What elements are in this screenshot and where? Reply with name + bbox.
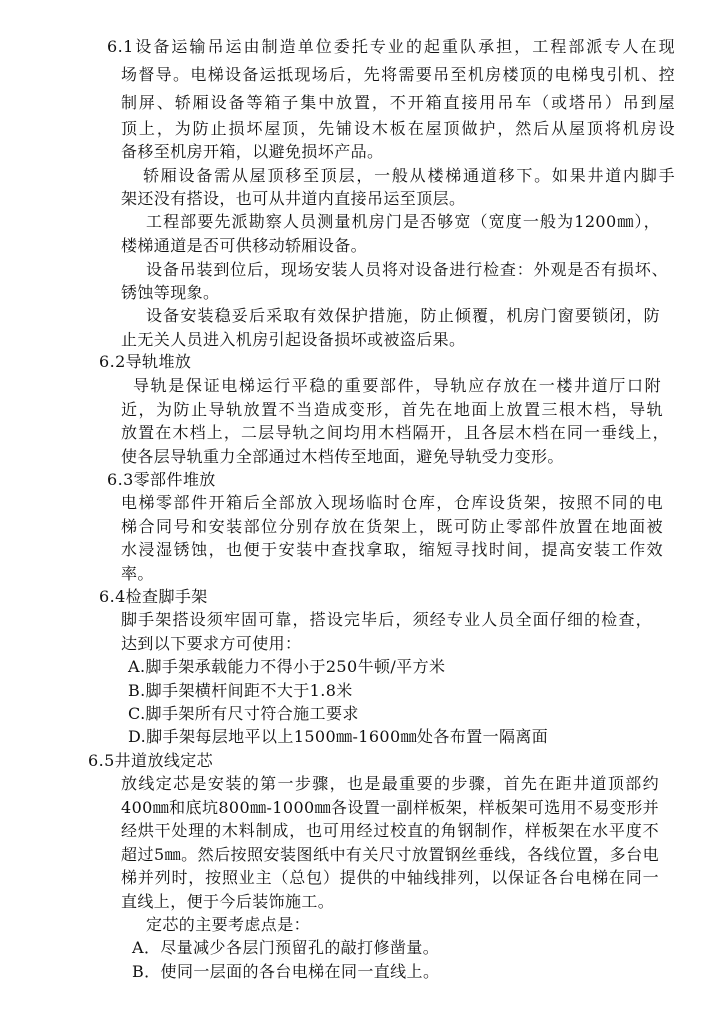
heading-6-2: 6.2导轨堆放 [99,352,192,371]
para-protection-line-2: 止无关人员进入机房引起设备损坏或被盗后果。 [121,330,466,349]
para-6-5-line-6: 直线上，便于今后装饰施工。 [121,892,335,911]
para-6-5-line-2: 400㎜和底坑800㎜-1000㎜各设置一副样板架，样板架可选用不易变形并 [121,798,660,817]
list-item-6-4-d: D.脚手架每层地平以上1500㎜-1600㎜处各布置一隔离面 [128,727,549,746]
para-core-points-intro: 定芯的主要考虑点是： [146,915,311,934]
para-engineering-line-2: 楼梯通道是否可供移动轿厢设备。 [121,236,368,255]
para-6-1-line-4: 顶上，为防止损坏屋顶，先铺设木板在屋顶做护，然后从屋顶将机房设 [121,119,675,138]
para-6-5-line-4: 超过5㎜。然后按照安装图纸中有关尺寸放置钢丝垂线，各线位置，多台电 [121,845,659,864]
para-engineering-line-1: 工程部要先派勘察人员测量机房门是否够宽（宽度一般为1200㎜）， [146,212,660,231]
para-6-5-line-3: 经烘干处理的木料制成，也可用经过校直的角钢制作，样板架在水平度不 [121,821,659,840]
para-6-3-line-2: 梯合同号和安装部位分别存放在货架上，既可防止零部件放置在地面被 [121,517,663,536]
heading-6-4: 6.4检查脚手架 [99,587,208,606]
para-6-5-line-5: 梯并列时，按照业主（总包）提供的中轴线排列，以保证各台电梯在同一 [121,868,659,887]
para-inspection-line-2: 锈蚀等现象。 [121,283,220,302]
para-6-1-line-5: 备移至机房开箱，以避免损坏产品。 [121,142,384,161]
para-6-1-line-3: 制屏、轿厢设备等箱子集中放置，不开箱直接用吊车（或塔吊）吊到屋 [121,93,675,112]
para-6-1-line-2: 场督导。电梯设备运抵现场后，先将需要吊至机房楼顶的电梯曳引机、控 [121,65,675,84]
para-6-3-line-4: 率。 [121,564,154,583]
para-6-3-line-3: 水浸湿锈蚀，也便于安装中查找拿取，缩短寻找时间，提高安装工作效 [121,540,663,559]
para-6-1-line-1: 6.1设备运输吊运由制造单位委托专业的起重队承担，工程部派专人在现 [107,37,675,56]
para-6-2-line-1: 导轨是保证电梯运行平稳的重要部件，导轨应存放在一楼井道厅口附 [133,376,661,395]
para-6-2-line-4: 使各层导轨重力全部通过木档传至地面，避免导轨受力变形。 [121,447,564,466]
list-item-6-4-a: A.脚手架承载能力不得小于250牛顿/平方米 [128,657,446,676]
list-item-6-5-b: B．使同一层面的各台电梯在同一直线上。 [132,962,440,981]
para-cabin-line-2: 架还没有搭设，也可从井道内直接吊运至顶层。 [121,189,466,208]
para-6-3-line-1: 电梯零部件开箱后全部放入现场临时仓库，仓库设货架，按照不同的电 [121,493,663,512]
list-item-6-5-a: A．尽量减少各层门预留孔的敲打修凿量。 [132,938,440,957]
para-6-2-line-3: 放置在木档上，二层导轨之间均用木档隔开，且各层木档在同一垂线上， [121,423,669,442]
para-protection-line-1: 设备安装稳妥后采取有效保护措施，防止倾覆，机房门窗要锁闭，防 [146,306,660,325]
para-6-5-line-1: 放线定芯是安装的第一步骤，也是最重要的步骤，首先在距井道顶部约 [121,774,659,793]
para-6-4-line-1: 脚手架搭设须牢固可靠，搭设完毕后，须经专业人员全面仔细的检查， [121,610,652,629]
para-cabin-line-1: 轿厢设备需从屋顶移至顶层，一般从楼梯通道移下。如果井道内脚手 [143,166,675,185]
list-item-6-4-c: C.脚手架所有尺寸符合施工要求 [128,704,359,723]
list-item-6-4-b: B.脚手架横杆间距不大于1.8米 [128,681,353,700]
para-inspection-line-1: 设备吊装到位后，现场安装人员将对设备进行检查：外观是否有损坏、 [146,260,668,279]
para-6-4-line-2: 达到以下要求方可使用： [121,634,302,653]
heading-6-3: 6.3零部件堆放 [107,470,216,489]
para-6-2-line-2: 近，为防止导轨放置不当造成变形，首先在地面上放置三根木档，导轨 [121,400,663,419]
heading-6-5: 6.5井道放线定芯 [88,751,214,770]
